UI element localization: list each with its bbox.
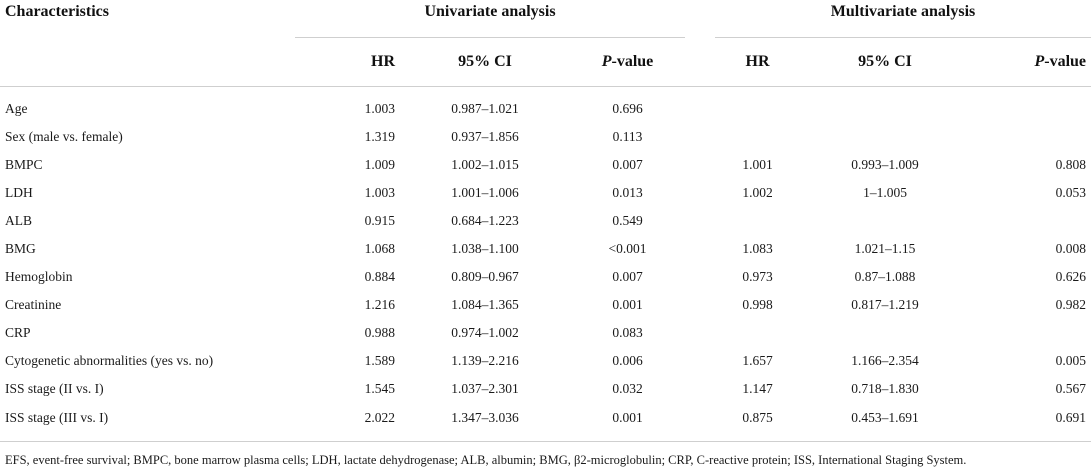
- cell-m-hr: 0.998: [742, 297, 773, 312]
- cell-u-hr: 1.589: [364, 353, 395, 368]
- cell-m-hr: 0.875: [715, 403, 800, 442]
- cell-u-p: 0.113: [612, 129, 643, 144]
- cell-u-hr: 1.003: [364, 101, 395, 116]
- cell-m-ci: 0.993–1.009: [851, 157, 919, 172]
- multivariate-header: Multivariate analysis: [715, 0, 1091, 38]
- cell-u-p: 0.696: [612, 101, 643, 116]
- cell-u-ci: 0.987–1.021: [451, 101, 519, 116]
- table-row: [0, 123, 1091, 151]
- cell-u-ci: 1.038–1.100: [451, 241, 519, 256]
- cell-m-ci: [800, 207, 970, 235]
- cell-u-ci: 1.037–2.301: [451, 381, 519, 396]
- table-row: [0, 151, 1091, 179]
- cell-u-hr: 1.319: [364, 129, 395, 144]
- multivariate-ci-header: 95% CI: [800, 38, 970, 87]
- univariate-header: Univariate analysis: [295, 0, 685, 38]
- cell-u-p: 0.032: [612, 381, 643, 396]
- cell-u-ci: 1.139–2.216: [451, 353, 519, 368]
- cell-u-p: 0.083: [612, 325, 643, 340]
- cell-m-hr: 1.147: [742, 381, 773, 396]
- table-row: [0, 291, 1091, 319]
- table-row: [0, 235, 1091, 263]
- table-row: [0, 403, 1091, 442]
- table-row: [0, 207, 1091, 235]
- univariate-p-header: P-value: [570, 38, 685, 87]
- cell-m-p: 0.691: [970, 403, 1091, 442]
- cell-u-hr: 1.009: [364, 157, 395, 172]
- cell-u-ci: 1.347–3.036: [400, 403, 570, 442]
- cell-m-p: [970, 207, 1091, 235]
- cell-m-hr: 0.973: [742, 269, 773, 284]
- cell-m-p: 0.567: [1055, 381, 1087, 396]
- cell-u-ci: 0.974–1.002: [451, 325, 519, 340]
- characteristics-header: Characteristics: [5, 3, 109, 20]
- cell-name: BMG: [5, 241, 36, 256]
- cell-u-ci: 0.937–1.856: [451, 129, 519, 144]
- multivariate-hr-header: HR: [715, 38, 800, 87]
- cell-m-hr: [715, 319, 800, 347]
- table-footnote: EFS, event-free survival; BMPC, bone marrow plasma cells; LDH, lactate dehydrogenase; ALB, albumin; BMG, β2-microglobulin; CRP, C-reactive protein; ISS, International Staging System.: [5, 453, 967, 467]
- cell-m-ci: [800, 123, 970, 151]
- cell-u-ci: 0.684–1.223: [451, 213, 519, 228]
- cell-name: Age: [5, 101, 28, 116]
- cell-u-hr: 2.022: [295, 403, 400, 442]
- table-row: [0, 375, 1091, 403]
- cell-m-p: 0.626: [1055, 269, 1087, 284]
- cell-u-p: 0.006: [612, 353, 643, 368]
- cell-m-ci: [800, 87, 970, 124]
- multivariate-p-header: P-value: [970, 38, 1091, 87]
- cell-name: Hemoglobin: [5, 269, 73, 284]
- table-row: [0, 263, 1091, 291]
- table-row: [0, 179, 1091, 207]
- cell-u-ci: 1.002–1.015: [451, 157, 519, 172]
- cell-m-ci: 0.817–1.219: [851, 297, 919, 312]
- table-row: [0, 319, 1091, 347]
- cell-u-hr: 1.068: [364, 241, 395, 256]
- cell-u-p: <0.001: [608, 241, 647, 256]
- cell-name: ALB: [5, 213, 32, 228]
- univariate-hr-header: HR: [295, 38, 400, 87]
- cell-u-p: 0.007: [612, 269, 643, 284]
- cell-m-p: 0.005: [1055, 353, 1087, 368]
- cell-u-hr: 0.884: [364, 269, 395, 284]
- table-row: [0, 347, 1091, 375]
- cell-u-p: 0.001: [570, 403, 685, 442]
- cell-u-hr: 0.988: [364, 325, 395, 340]
- cell-name: BMPC: [5, 157, 43, 172]
- cell-m-ci: 1.021–1.15: [854, 241, 916, 256]
- cell-m-p: [970, 319, 1091, 347]
- cell-m-ci: 0.718–1.830: [851, 381, 919, 396]
- cell-m-ci: [800, 319, 970, 347]
- cell-u-hr: 1.545: [364, 381, 395, 396]
- cell-u-hr: 0.915: [364, 213, 395, 228]
- cell-name: ISS stage (II vs. I): [5, 381, 104, 396]
- cell-m-hr: [715, 123, 800, 151]
- cell-m-p: 0.053: [1055, 185, 1087, 200]
- cell-m-hr: [715, 207, 800, 235]
- cell-name: ISS stage (III vs. I): [0, 403, 295, 442]
- cell-name: LDH: [5, 185, 33, 200]
- cell-u-hr: 1.003: [364, 185, 395, 200]
- cell-m-hr: 1.083: [742, 241, 773, 256]
- cell-m-ci: 1.166–2.354: [851, 353, 919, 368]
- cell-u-ci: 1.001–1.006: [451, 185, 519, 200]
- cell-m-p: 0.808: [1055, 157, 1087, 172]
- cell-name: CRP: [5, 325, 31, 340]
- cell-u-p: 0.001: [612, 297, 643, 312]
- univariate-ci-header: 95% CI: [400, 38, 570, 87]
- table-row: [0, 87, 1091, 124]
- cell-m-p: [970, 123, 1091, 151]
- cell-name: Cytogenetic abnormalities (yes vs. no): [5, 353, 214, 368]
- cell-m-ci: 0.87–1.088: [854, 269, 916, 284]
- cell-m-hr: 1.001: [742, 157, 773, 172]
- cell-m-hr: 1.657: [742, 353, 773, 368]
- cell-u-p: 0.007: [612, 157, 643, 172]
- cell-u-ci: 0.809–0.967: [451, 269, 519, 284]
- cell-u-ci: 1.084–1.365: [451, 297, 519, 312]
- cell-m-p: [970, 87, 1091, 124]
- cell-m-hr: 1.002: [742, 185, 773, 200]
- cell-m-hr: [715, 87, 800, 124]
- cell-u-hr: 1.216: [364, 297, 395, 312]
- cell-m-ci: 0.453–1.691: [800, 403, 970, 442]
- cell-m-p: 0.008: [1055, 241, 1087, 256]
- cell-name: Sex (male vs. female): [5, 129, 123, 144]
- cell-u-p: 0.549: [612, 213, 643, 228]
- cell-m-ci: 1–1.005: [863, 185, 907, 200]
- cell-u-p: 0.013: [612, 185, 643, 200]
- cell-m-p: 0.982: [1055, 297, 1087, 312]
- cell-name: Creatinine: [5, 297, 62, 312]
